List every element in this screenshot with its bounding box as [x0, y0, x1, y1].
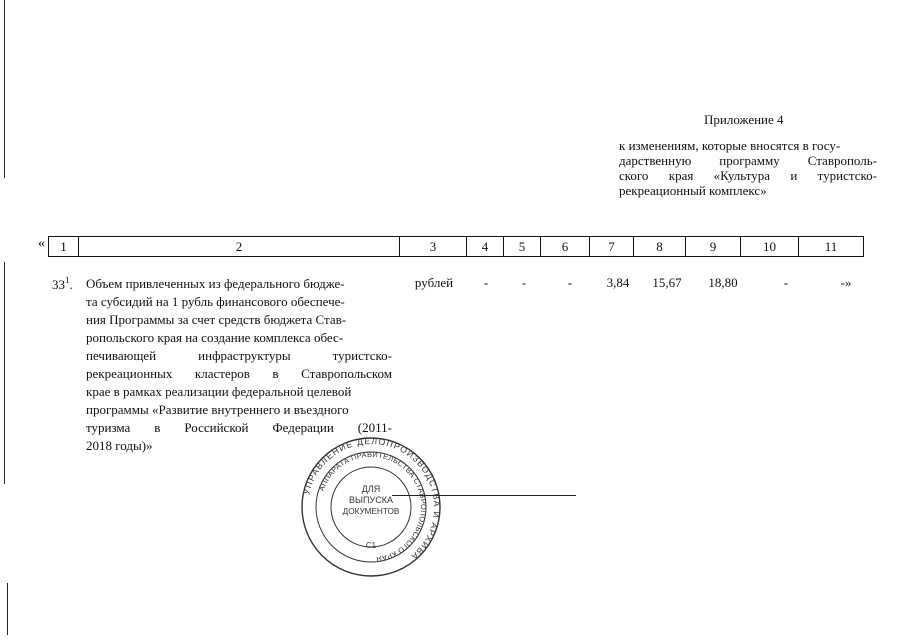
row-description-word: ния Программы за счет средств бюджета Став- [86, 312, 347, 327]
stamp-seal-graphic [300, 436, 442, 578]
value-col-9: 18,80 [708, 275, 738, 290]
row-description-word: Ставропольском [301, 366, 392, 381]
header-col-3: 3 [399, 237, 466, 256]
value-col-5: - [521, 275, 527, 290]
row-description-line [86, 401, 392, 419]
appendix-text-word: и [790, 168, 798, 183]
appendix-title: Приложение 4 [704, 112, 784, 127]
header-col-11: 11 [798, 237, 864, 256]
value-col-7: 3,84 [606, 275, 630, 290]
row-description-line [86, 365, 392, 383]
binding-mark-top [4, 0, 5, 178]
value-col-8: 15,67 [652, 275, 682, 290]
header-col-1: 1 [48, 237, 78, 256]
row-description-line [86, 329, 392, 347]
binding-mark-middle [4, 262, 5, 484]
row-description-word: Федерации [272, 420, 334, 435]
stamp-bottom-mark: С1 [365, 541, 377, 550]
appendix-text-word: края [668, 168, 694, 183]
row-description-word: 2018 годы)» [86, 438, 153, 453]
header-col-5: 5 [503, 237, 540, 256]
header-col-10: 10 [740, 237, 798, 256]
row-description-word: (2011- [357, 420, 392, 435]
row-number-superscript: 1 [65, 275, 70, 285]
appendix-text-line [619, 183, 877, 198]
appendix-text-word: дарственную [619, 153, 692, 168]
value-col-10: - [783, 275, 789, 290]
appendix-text-word: рекреационный комплекс» [619, 183, 767, 198]
stamp-center-line-2: ВЫПУСКА [349, 495, 393, 505]
row-description-line [86, 347, 392, 365]
document-stamp [300, 436, 442, 578]
appendix-text-line [619, 138, 877, 153]
row-description-line [86, 383, 392, 401]
row-unit: рублей [414, 275, 454, 290]
appendix-text-word: «Культура [713, 168, 770, 183]
header-col-7: 7 [589, 237, 633, 256]
header-col-2: 2 [78, 237, 399, 256]
row-description-word: ропольского края на создание комплекса обес- [86, 330, 344, 345]
binding-mark-bottom [7, 583, 8, 635]
row-description-word: Российской [184, 420, 249, 435]
appendix-text-word: ского [619, 168, 649, 183]
stamp-inner-ring-text: АППАРАТА ПРАВИТЕЛЬСТВА СТАВРОПОЛЬСКОГО КРАЯ [316, 449, 429, 564]
header-col-8: 8 [633, 237, 685, 256]
appendix-text-line [619, 153, 877, 168]
row-description [86, 275, 392, 455]
row-description-word: та субсидий на 1 рубль финансового обеспече- [86, 294, 345, 309]
appendix-text-word: туристско- [817, 168, 877, 183]
stamp-center-line-3: ДОКУМЕНТОВ [342, 507, 400, 516]
row-description-word: печивающей [86, 348, 157, 363]
appendix-text-line [619, 168, 877, 183]
row-description-word: программы «Развитие внутреннего и въездного [86, 402, 349, 417]
row-description-word: кластеров [194, 366, 250, 381]
row-description-word: в [154, 420, 161, 435]
header-col-9: 9 [685, 237, 740, 256]
row-description-word: инфраструктуры [198, 348, 291, 363]
row-description-line [86, 311, 392, 329]
table-open-quote: « [38, 236, 45, 251]
row-description-line [86, 275, 392, 293]
row-description-word: туризма [86, 420, 131, 435]
row-description-word: рекреационных [86, 366, 173, 381]
table-header-row [48, 236, 864, 257]
row-description-word: в [272, 366, 279, 381]
stamp-center-line-1: ДЛЯ [361, 484, 381, 494]
appendix-description [619, 138, 877, 198]
value-col-4: - [483, 275, 489, 290]
stamp-outer-ring-text: УПРАВЛЕНИЕ ДЕЛОПРОИЗВОДСТВА И АРХИВА [301, 436, 442, 563]
appendix-text-word: к изменениям, которые вносятся в госу- [619, 138, 841, 153]
header-col-4: 4 [466, 237, 503, 256]
appendix-text-word: программу [719, 153, 780, 168]
row-description-line [86, 293, 392, 311]
value-col-11: -» [840, 275, 852, 290]
row-description-line [86, 419, 392, 437]
row-description-word: туристско- [332, 348, 392, 363]
row-description-word: крае в рамках реализации федеральной целевой [86, 384, 352, 399]
header-col-6: 6 [540, 237, 589, 256]
row-number: $33^1$. [52, 275, 73, 292]
value-col-6: - [567, 275, 573, 290]
row-description-word: Объем привлеченных из федерального бюдже- [86, 276, 345, 291]
appendix-text-word: Ставрополь- [807, 153, 877, 168]
